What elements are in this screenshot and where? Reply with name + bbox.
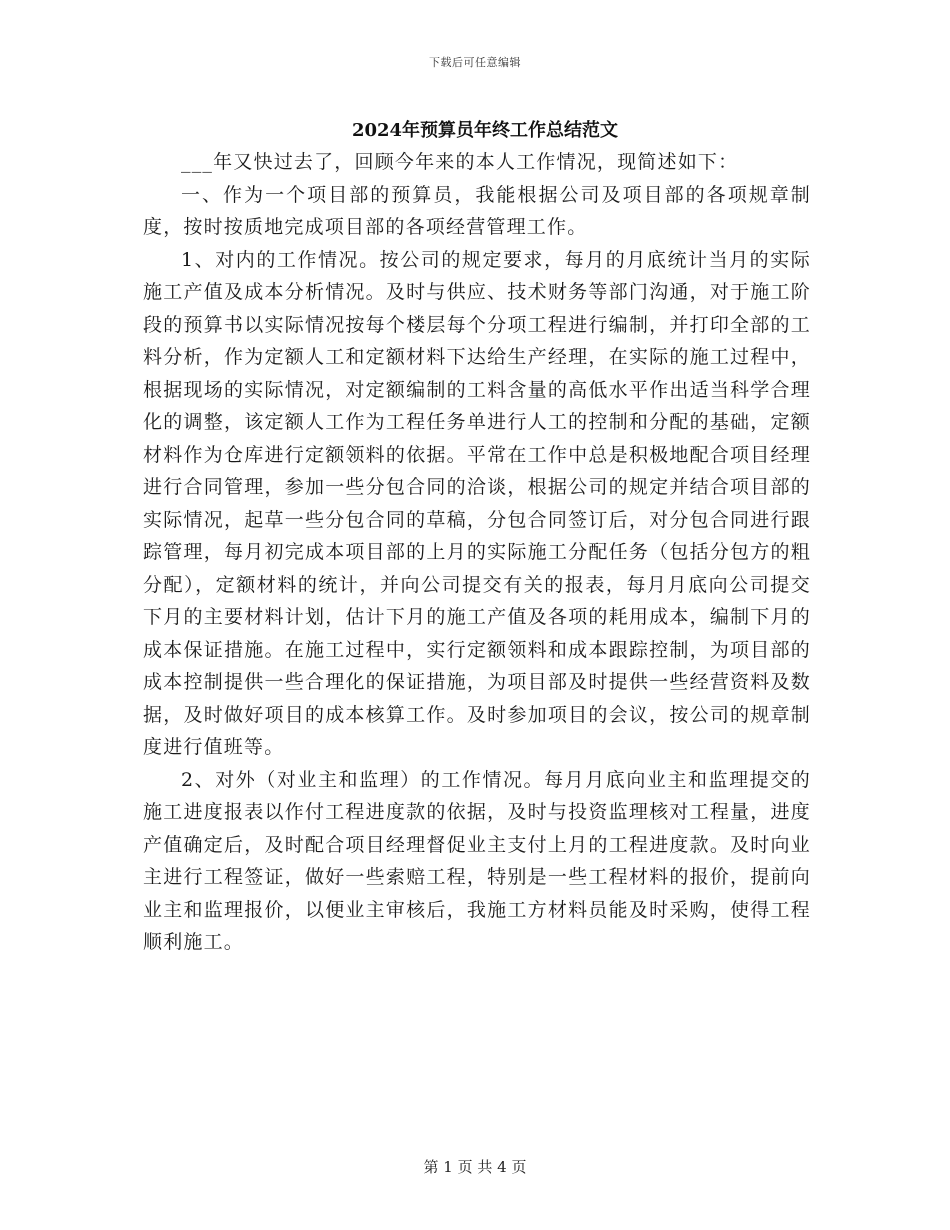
paragraph-intro: ___年又快过去了，回顾今年来的本人工作情况，现简述如下：	[181, 151, 739, 173]
header-note: 下载后可任意编辑	[429, 56, 521, 69]
paragraph-internal-work: 1、对内的工作情况。按公司的规定要求，每月的月底统计当月的实际施工产值及成本分析情况。及时与供应、技术财务等部门沟通，对于施工阶段的预算书以实际情况按每个楼层每个分项工程进行编制，并打印全部的工料分析，作为定额人工和定额材料下达给生产经理，在实际的施工过程中，根据现场的实际情况，对定额编制的工料含量的高低水平作出适当科学合理化的调整，该定额人工作为工程任务单进行人工的控制和分配的基础，定额材料作为仓库进行定额领料的依据。平常在工作中总是积极地配合项目经理进行合同管理，参加一些分包合同的洽谈，根据公司的规定并结合项目部的实际情况，起草一些分包合同的草稿，分包合同签订后，对分包合同进行跟踪管理，每月初完成本项目部的上月的实际施工分配任务（包括分包方的粗分配），定额材料的统计，并向公司提交有关的报表，每月月底向公司提交下月的主要材料计划，估计下月的施工产值及各项的耗用成本，编制下月的成本保证措施。在施工过程中，实行定额领料和成本跟踪控制，为项目部的成本控制提供一些合理化的保证措施，为项目部及时提供一些经营资料及数据，及时做好项目的成本核算工作。及时参加项目的会议，按公司的规章制度进行值班等。	[143, 248, 811, 758]
document-body	[143, 146, 811, 959]
paragraph-external-work: 2、对外（对业主和监理）的工作情况。每月月底向业主和监理提交的施工进度报表以作付工程进度款的依据，及时与投资监理核对工程量，进度产值确定后，及时配合项目经理督促业主支付上月的工程进度款。及时向业主进行工程签证，做好一些索赔工程，特别是一些工程材料的报价，提前向业主和监理报价，以便业主审核后，我施工方材料员能及时采购，使得工程顺利施工。	[143, 768, 811, 953]
page-number: 第 1 页 共 4 页	[423, 1158, 527, 1176]
paragraph-section-one: 一、作为一个项目部的预算员，我能根据公司及项目部的各项规章制度，按时按质地完成项目部的各项经营管理工作。	[143, 183, 811, 238]
document-title: 2024年预算员年终工作总结范文	[351, 120, 619, 141]
